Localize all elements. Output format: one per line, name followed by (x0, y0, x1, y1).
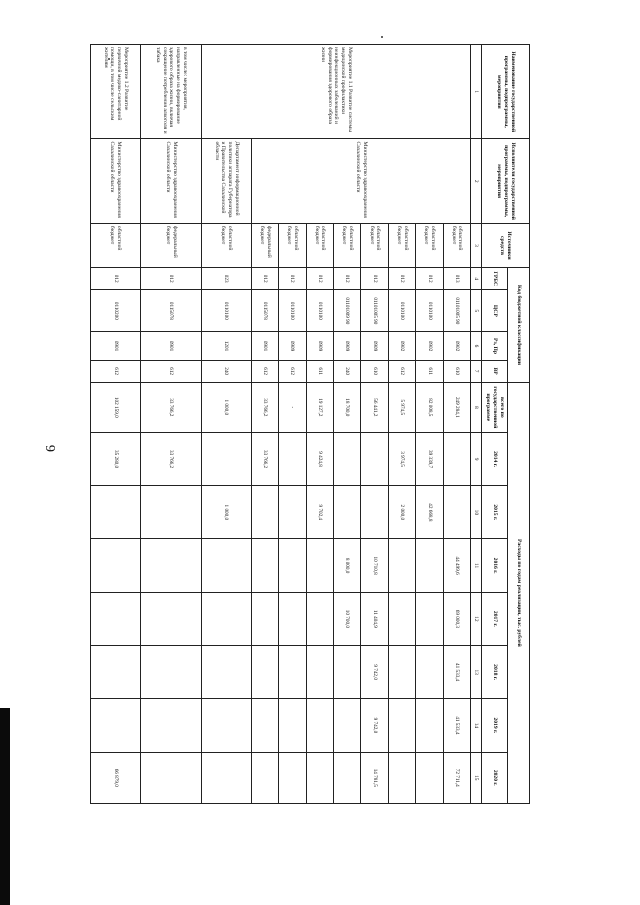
source-cell: областной бюджет (333, 223, 360, 267)
table-row (443, 45, 470, 804)
header-rzpr: Рз, Пр (482, 332, 508, 360)
csr-cell: 0115078 (140, 290, 201, 332)
in-that-number-name: в том числе: мероприятия, направленные на формирование здорового образа жизни, включая сокращение потребления алкоголя и табака (140, 45, 201, 139)
csr-cell: 0115078 (251, 290, 278, 332)
grbs-cell: 012 (388, 268, 415, 290)
year-2015-cell (251, 486, 278, 539)
year-2016-cell: 10 710,8 (361, 539, 388, 592)
year-2015-cell (443, 486, 470, 539)
rzpr-cell: 0902 (443, 332, 470, 360)
header-csr: ЦСР (482, 290, 508, 332)
header-executor: Исполнители государственной программы, подпрограммы, мероприятия (482, 139, 530, 223)
year-2014-cell: 33 766,2 (140, 432, 201, 485)
year-2014-cell (361, 432, 388, 485)
total-cell: - (279, 382, 306, 432)
rzpr-cell: 0902 (388, 332, 415, 360)
header-year-2014: 2014 г. (482, 432, 508, 485)
year-2018-cell (201, 646, 251, 699)
year-2016-cell (201, 539, 251, 592)
column-number: 13 (471, 646, 482, 699)
year-2020-cell (140, 752, 201, 803)
year-2017-cell (91, 592, 141, 645)
csr-cell: 0110100 (279, 290, 306, 332)
rzpr-cell: 0901 (251, 332, 278, 360)
csr-cell: 0110200 (91, 290, 141, 332)
year-2018-cell: 9 742,0 (361, 646, 388, 699)
header-year-2015: 2015 г. (482, 486, 508, 539)
year-2019-cell (251, 699, 278, 752)
source-cell: областной бюджет (388, 223, 415, 267)
header-name: Наименование государственной программы, подпрограммы, мероприятия (482, 45, 530, 139)
year-2020-cell (333, 752, 360, 803)
grbs-cell: 012 (333, 268, 360, 290)
header-year-2019: 2019 г. (482, 699, 508, 752)
grbs-cell: 013 (443, 268, 470, 290)
year-2019-cell (201, 699, 251, 752)
total-cell: 102 159,0 (91, 382, 141, 432)
table-row (91, 45, 141, 804)
executor-ministry: Министерство здравоохранения Сахалинской области (91, 139, 141, 223)
year-2014-cell: 33 766,2 (251, 432, 278, 485)
year-2018-cell (388, 646, 415, 699)
executor-ministry: Министерство здравоохранения Сахалинской области (140, 139, 201, 223)
year-2019-cell (306, 699, 333, 752)
year-2017-cell: 11 404,9 (361, 592, 388, 645)
year-2015-cell (279, 486, 306, 539)
year-2016-cell (306, 539, 333, 592)
source-cell: областной бюджет (416, 223, 443, 267)
column-number: 4 (471, 268, 482, 290)
year-2017-cell (140, 592, 201, 645)
csr-cell: 0110100 (201, 290, 251, 332)
total-cell: 33 766,2 (140, 382, 201, 432)
year-2016-cell (140, 539, 201, 592)
vr-cell: 612 (251, 360, 278, 382)
year-2018-cell (333, 646, 360, 699)
grbs-cell: 012 (306, 268, 333, 290)
year-2015-cell (91, 486, 141, 539)
column-number: 9 (471, 432, 482, 485)
year-2020-cell (201, 752, 251, 803)
year-2018-cell: 41 533,4 (443, 646, 470, 699)
year-2016-cell: 44 499,6 (443, 539, 470, 592)
year-2019-cell (388, 699, 415, 752)
year-2018-cell (279, 646, 306, 699)
year-2020-cell (251, 752, 278, 803)
column-number: 14 (471, 699, 482, 752)
year-2017-cell (416, 592, 443, 645)
total-cell: 33 766,2 (251, 382, 278, 432)
year-2019-cell: 9 742,0 (361, 699, 388, 752)
grbs-cell: 012 (416, 268, 443, 290)
header-year-2018: 2018 г. (482, 646, 508, 699)
header-vr: ВР (482, 360, 508, 382)
total-cell: 19 127,2 (306, 382, 333, 432)
column-number: 12 (471, 592, 482, 645)
column-number: 3 (471, 223, 482, 267)
rzpr-cell: 1201 (201, 332, 251, 360)
year-2014-cell: 9 424,8 (306, 432, 333, 485)
vr-cell: 612 (279, 360, 306, 382)
measure-1-2-name: Мероприятие 1.2 Развитие первичной медико-санитарной помощи, в том числе сельским жителям (91, 45, 141, 139)
vr-cell: 611 (416, 360, 443, 382)
year-2015-cell (333, 486, 360, 539)
csr-cell: 01101009 90 (333, 290, 360, 332)
header-budget-code: Код бюджетной классификации (508, 268, 530, 383)
header-year-2020: 2020 г. (482, 752, 508, 803)
measure-1-1-name: Мероприятие 1.1 Развитие системы медицинской профилактики неинфекционных заболеваний и формирования здорового образа жизни (201, 45, 470, 139)
column-number: 11 (471, 539, 482, 592)
csr-cell: 0110100 (388, 290, 415, 332)
vr-cell: 612 (140, 360, 201, 382)
scan-speck (381, 36, 383, 38)
rzpr-cell: 0902 (416, 332, 443, 360)
year-2017-cell (251, 592, 278, 645)
year-2015-cell: 1 000,0 (201, 486, 251, 539)
source-cell: областной бюджет (361, 223, 388, 267)
vr-cell: 240 (201, 360, 251, 382)
year-2015-cell (140, 486, 201, 539)
year-2020-cell (416, 752, 443, 803)
grbs-cell: 012 (251, 268, 278, 290)
vr-cell: 610 (443, 360, 470, 382)
year-2014-cell (201, 432, 251, 485)
header-year-2016: 2016 г. (482, 539, 508, 592)
year-2015-cell: 9 702,4 (306, 486, 333, 539)
year-2018-cell (306, 646, 333, 699)
year-2014-cell: 3 974,5 (388, 432, 415, 485)
grbs-cell: 012 (279, 268, 306, 290)
total-cell: 5 974,5 (388, 382, 415, 432)
source-cell: областной бюджет (279, 223, 306, 267)
year-2020-cell: 66 879,0 (91, 752, 141, 803)
column-number: 6 (471, 332, 482, 360)
year-2016-cell (251, 539, 278, 592)
header-grbs: ГРБС (482, 268, 508, 290)
year-2018-cell (140, 646, 201, 699)
csr-cell: 01101005 90 (361, 290, 388, 332)
year-2016-cell: 8 000,0 (333, 539, 360, 592)
column-number: 15 (471, 752, 482, 803)
source-cell: федеральный бюджет (251, 223, 278, 267)
rzpr-cell: 0901 (140, 332, 201, 360)
grbs-cell: 012 (361, 268, 388, 290)
year-2019-cell (91, 699, 141, 752)
year-2015-cell (361, 486, 388, 539)
year-2016-cell (279, 539, 306, 592)
year-2018-cell (91, 646, 141, 699)
year-2020-cell: 72 711,4 (443, 752, 470, 803)
year-2017-cell (201, 592, 251, 645)
year-2015-cell: 2 000,0 (388, 486, 415, 539)
vr-cell: 240 (333, 360, 360, 382)
year-2014-cell: 39 339,7 (416, 432, 443, 485)
rzpr-cell: 0909 (361, 332, 388, 360)
total-cell: 18 700,0 (333, 382, 360, 432)
vr-cell: 612 (91, 360, 141, 382)
year-2014-cell (279, 432, 306, 485)
source-cell: областной бюджет (306, 223, 333, 267)
year-2019-cell (416, 699, 443, 752)
year-2020-cell (306, 752, 333, 803)
year-2019-cell (140, 699, 201, 752)
year-2014-cell (443, 432, 470, 485)
header-expenses: Расходы по годам реализации, тыс. рублей (508, 382, 530, 803)
year-2017-cell: 69 000,3 (443, 592, 470, 645)
source-cell: областной бюджет (91, 223, 141, 267)
executor-department: Департамент информационной политики аппарата Губернатора и Правительства Сахалинской области (201, 139, 251, 223)
vr-cell: 610 (361, 360, 388, 382)
year-2019-cell (279, 699, 306, 752)
grbs-cell: 012 (91, 268, 141, 290)
year-2017-cell (306, 592, 333, 645)
budget-table (90, 44, 530, 804)
year-2020-cell (279, 752, 306, 803)
column-number: 10 (471, 486, 482, 539)
page-number: 6 (44, 445, 59, 452)
rzpr-cell: 0901 (91, 332, 141, 360)
year-2020-cell (388, 752, 415, 803)
total-cell: 1 000,0 (201, 382, 251, 432)
column-number: 5 (471, 290, 482, 332)
year-2017-cell (279, 592, 306, 645)
column-number: 8 (471, 382, 482, 432)
total-cell: 82 008,5 (416, 382, 443, 432)
year-2014-cell: 35 280,0 (91, 432, 141, 485)
year-2020-cell: 14 781,5 (361, 752, 388, 803)
budget-table-rotated (90, 44, 530, 804)
year-2016-cell (416, 539, 443, 592)
header-year-2017: 2017 г. (482, 592, 508, 645)
year-2017-cell: 10 700,0 (333, 592, 360, 645)
rzpr-cell: 0909 (279, 332, 306, 360)
year-2017-cell (388, 592, 415, 645)
source-cell: областной бюджет (443, 223, 470, 267)
year-2014-cell (333, 432, 360, 485)
csr-cell: 01101005 90 (443, 290, 470, 332)
csr-cell: 0110100 (416, 290, 443, 332)
grbs-cell: 012 (140, 268, 201, 290)
csr-cell: 0110100 (306, 290, 333, 332)
header-source: Источники средств (482, 223, 530, 267)
vr-cell: 612 (388, 360, 415, 382)
grbs-cell: 023 (201, 268, 251, 290)
header-total: всего по государственной программе (482, 382, 508, 432)
year-2019-cell: 41 533,4 (443, 699, 470, 752)
column-number: 2 (471, 139, 482, 223)
table-row (140, 45, 201, 804)
year-2016-cell (91, 539, 141, 592)
total-cell: 56 441,2 (361, 382, 388, 432)
column-number: 1 (471, 45, 482, 139)
rzpr-cell: 0909 (306, 332, 333, 360)
scan-binding-strip (0, 708, 10, 905)
total-cell: 249 284,1 (443, 382, 470, 432)
year-2018-cell (251, 646, 278, 699)
year-2016-cell (388, 539, 415, 592)
table-row (201, 45, 251, 804)
source-cell: областной бюджет (201, 223, 251, 267)
source-cell: федеральный бюджет (140, 223, 201, 267)
rzpr-cell: 0909 (333, 332, 360, 360)
year-2019-cell (333, 699, 360, 752)
year-2018-cell (416, 646, 443, 699)
column-number: 7 (471, 360, 482, 382)
executor-ministry: Министерство здравоохранения Сахалинской области (251, 139, 470, 223)
year-2015-cell: 42 668,8 (416, 486, 443, 539)
vr-cell: 611 (306, 360, 333, 382)
